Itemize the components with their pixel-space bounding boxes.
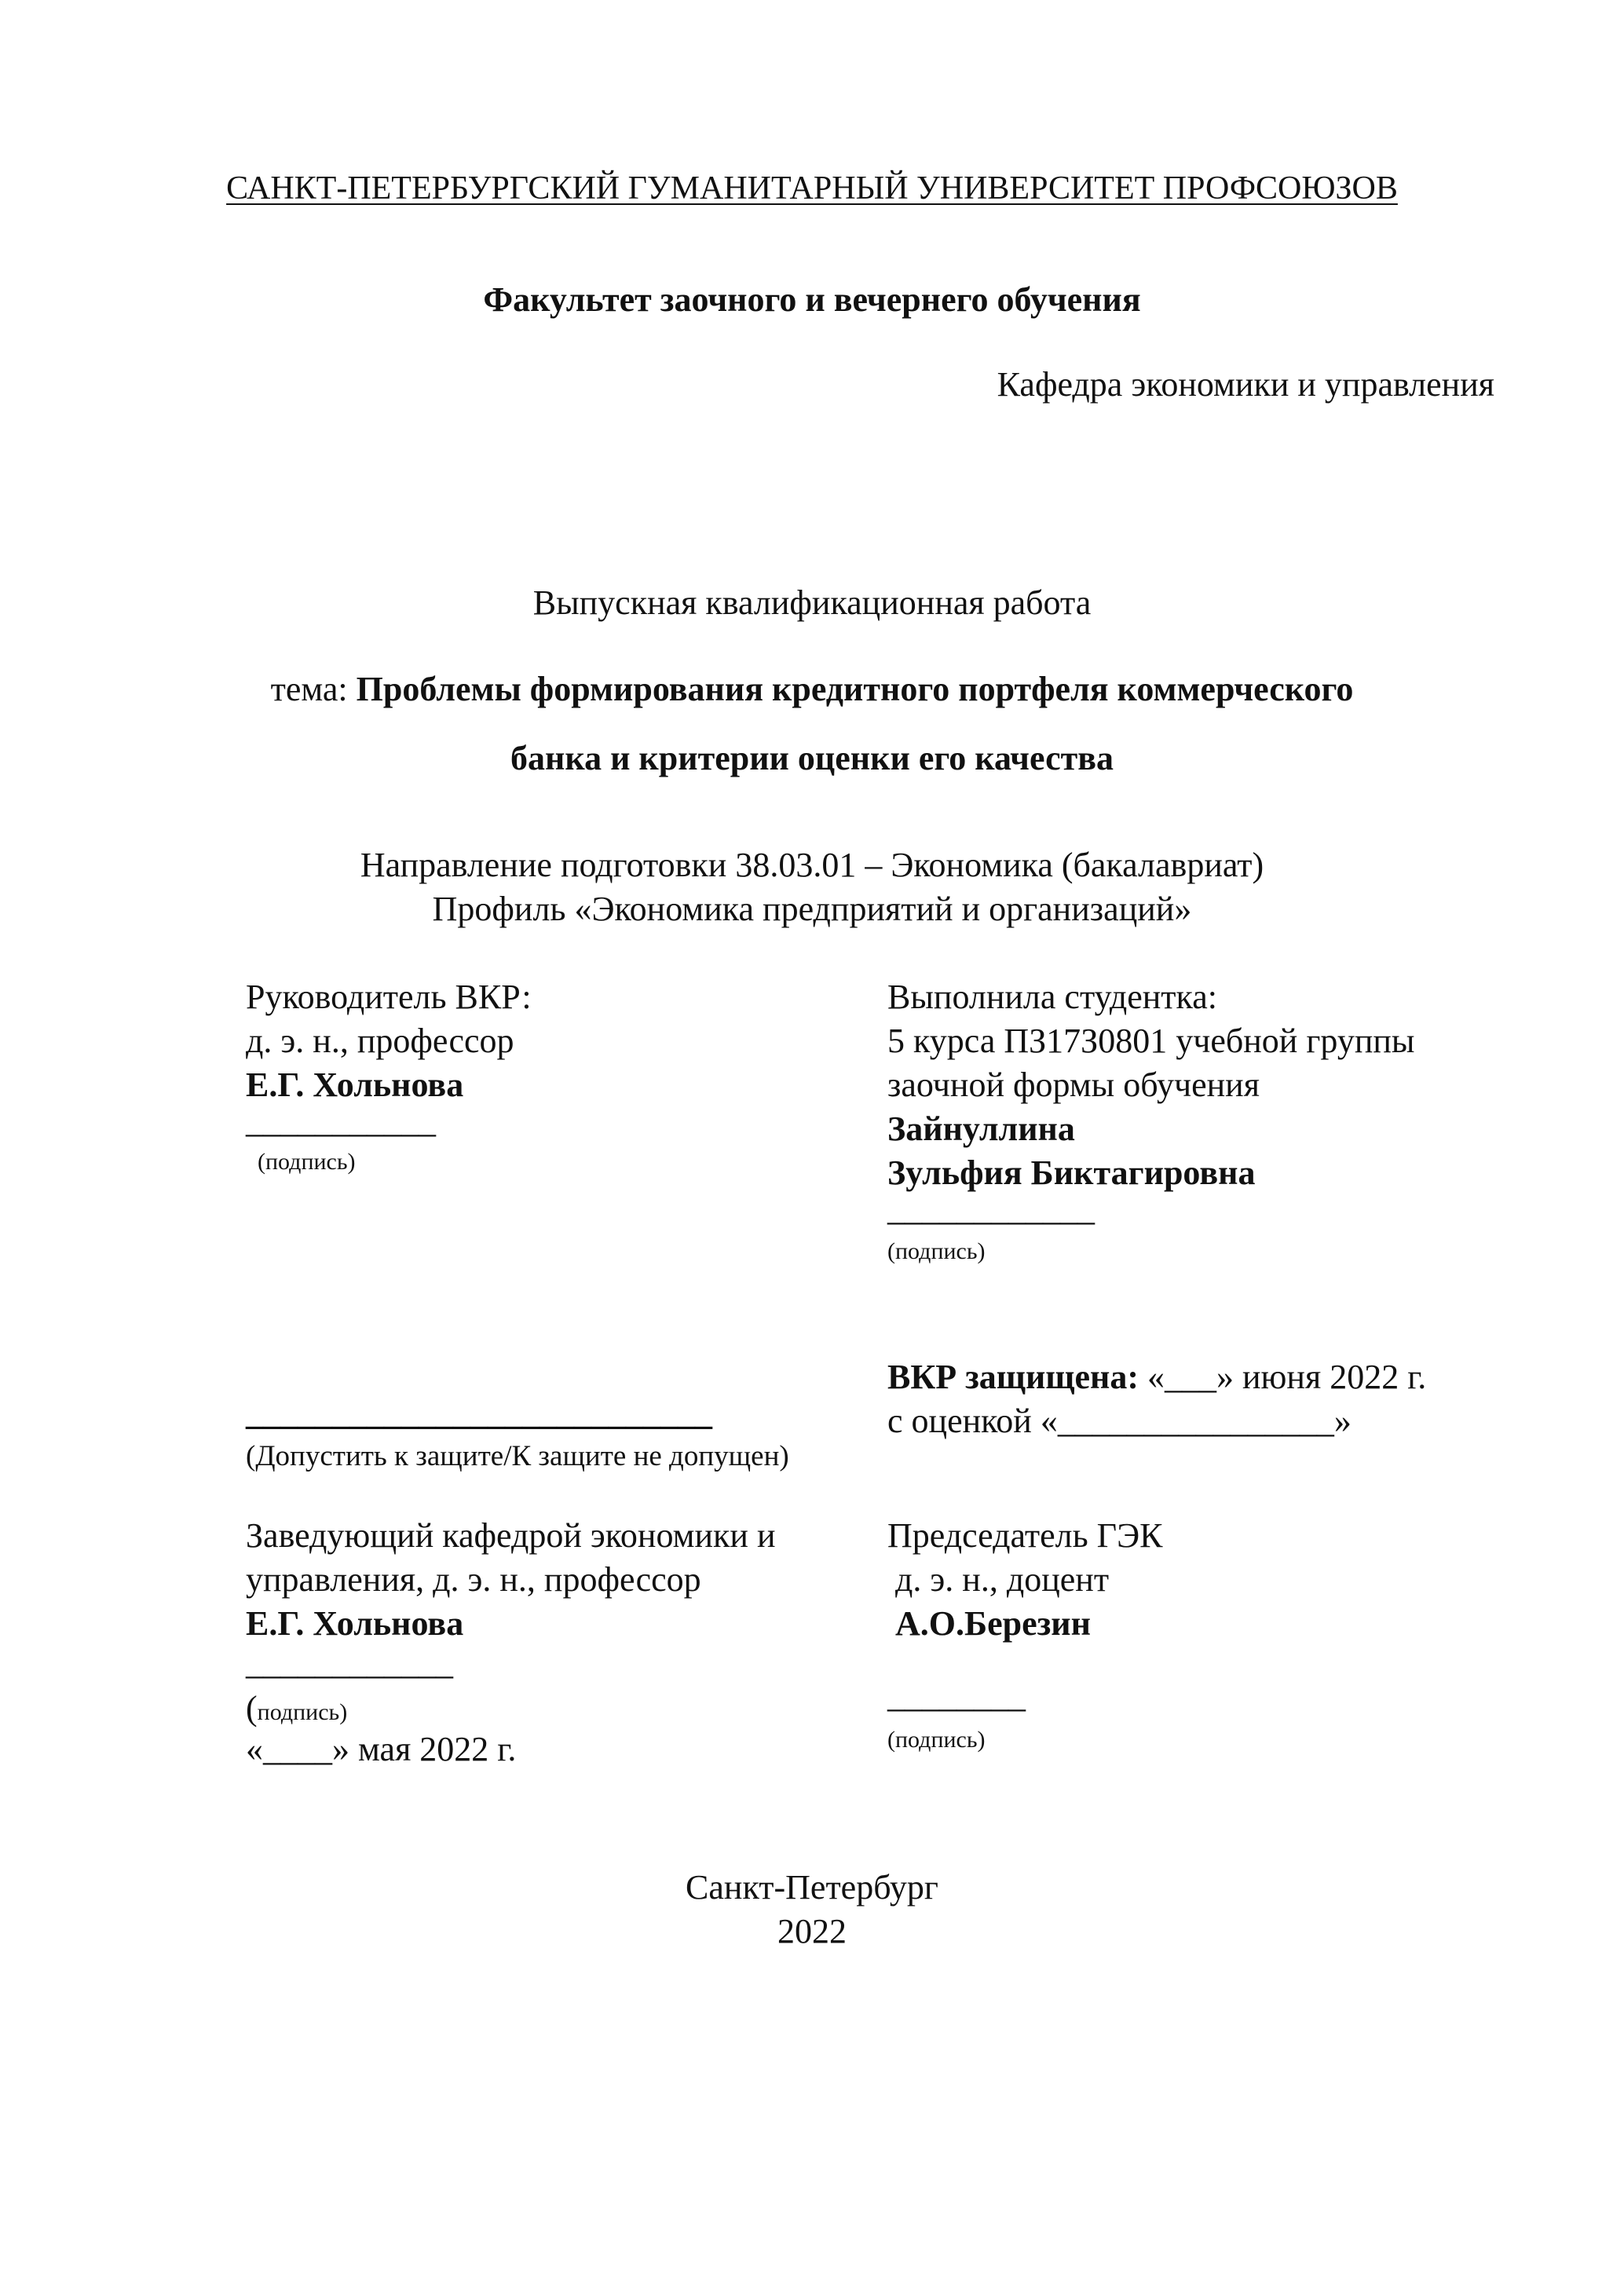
- direction: Направление подготовки 38.03.01 – Экономика (бакалавриат): [360, 846, 1264, 884]
- student-signature-caption: (подпись): [887, 1238, 986, 1264]
- head-date: «____» мая 2022 г.: [246, 1730, 517, 1768]
- student-signature-line: ____________: [887, 1190, 1095, 1228]
- head-signature-paren: (: [246, 1689, 258, 1727]
- work-topic-line2: банка и критерии оценки его качества: [510, 739, 1114, 777]
- student-role: Выполнила студентка:: [887, 978, 1217, 1016]
- supervisor-name: Е.Г. Хольнова: [246, 1066, 464, 1104]
- university-name: САНКТ-ПЕТЕРБУРГСКИЙ ГУМАНИТАРНЫЙ УНИВЕРСИТЕТ ПРОФСОЮЗОВ: [226, 170, 1398, 207]
- faculty-name: Факультет заочного и вечернего обучения: [483, 280, 1141, 319]
- head-title-line2: управления, д. э. н., профессор: [246, 1560, 701, 1599]
- profile: Профиль «Экономика предприятий и организаций»: [432, 890, 1192, 928]
- admission-caption: (Допустить к защите/К защите не допущен): [246, 1440, 789, 1472]
- supervisor-signature-line: ___________: [246, 1102, 436, 1140]
- head-signature-caption-text: подпись): [257, 1699, 348, 1725]
- supervisor-signature-caption: (подпись): [258, 1149, 356, 1175]
- supervisor-role: Руководитель ВКР:: [246, 978, 532, 1016]
- department-name: Кафедра экономики и управления: [997, 365, 1494, 404]
- chairman-name: А.О.Березин: [895, 1604, 1092, 1643]
- topic-prefix: тема:: [270, 670, 357, 708]
- defense-label: ВКР защищена:: [887, 1358, 1139, 1396]
- defense-grade: с оценкой «________________»: [887, 1402, 1352, 1440]
- footer-city: Санкт-Петербург: [686, 1868, 938, 1907]
- defense-date: «___» июня 2022 г.: [1139, 1358, 1427, 1396]
- chairman-degree: д. э. н., доцент: [895, 1560, 1110, 1599]
- supervisor-degree: д. э. н., профессор: [246, 1022, 514, 1060]
- work-topic-line1: [0, 667, 1624, 711]
- head-name: Е.Г. Хольнова: [246, 1604, 464, 1643]
- student-study-form: заочной формы обучения: [887, 1066, 1260, 1104]
- head-signature-line: ____________: [246, 1643, 453, 1682]
- footer-year: 2022: [777, 1912, 847, 1951]
- head-title-line1: Заведующий кафедрой экономики и: [246, 1516, 776, 1555]
- topic-title-part1: Проблемы формирования кредитного портфеля коммерческого: [356, 670, 1354, 708]
- defense-status: [887, 1355, 1426, 1399]
- chairman-signature-caption: (подпись): [887, 1727, 986, 1753]
- admission-line: ___________________________: [246, 1394, 712, 1432]
- chairman-signature-line: ________: [887, 1676, 1026, 1715]
- chairman-role: Председатель ГЭК: [887, 1516, 1163, 1555]
- student-course: 5 курса ПЗ17З0801 учебной группы: [887, 1022, 1415, 1060]
- student-surname: Зайнуллина: [887, 1110, 1075, 1148]
- student-name: Зульфия Биктагировна: [887, 1153, 1256, 1192]
- work-type: Выпускная квалификационная работа: [532, 583, 1092, 622]
